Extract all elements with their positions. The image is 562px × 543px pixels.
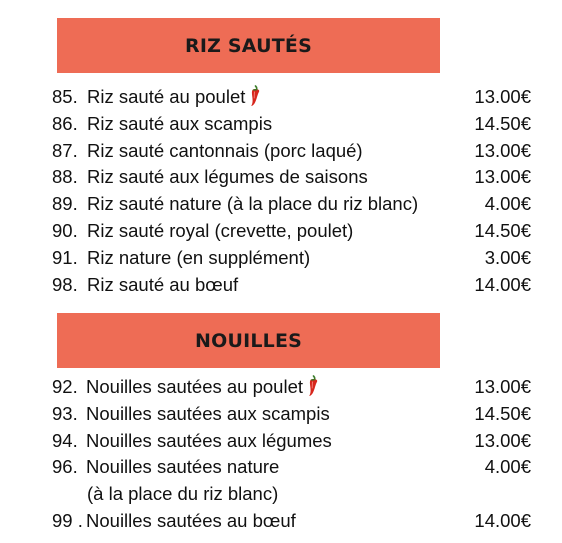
section-banner-nouilles [57,313,440,368]
item-name: (à la place du riz blanc) [87,483,279,505]
item-number: 89. [52,193,78,215]
item-price: 4.00€ [484,456,531,478]
item-number: 85. [52,86,78,107]
item-name: Nouilles sautées au bœuf [86,509,296,531]
menu-item [0,84,562,111]
item-number: 99 . [52,509,83,531]
item-price: 13.00€ [474,376,531,397]
menu-item [0,374,562,401]
menu-list-nouilles [0,374,562,535]
item-number: 93. [52,402,78,424]
item-number: 91. [52,246,78,268]
item-price: 3.00€ [484,246,531,268]
item-price: 4.00€ [484,193,531,215]
item-price: 14.50€ [474,402,531,424]
item-price: 14.50€ [474,219,531,241]
item-number: 88. [52,166,78,188]
item-name: Nouilles sautées au poulet [86,376,304,397]
item-price: 13.00€ [474,429,531,451]
menu-item [0,164,562,191]
chili-pepper-icon [306,375,320,397]
menu-item-continuation [0,481,562,508]
item-name: Riz sauté aux scampis [87,112,273,134]
item-name: Riz sauté cantonnais (porc laqué) [87,139,363,161]
item-number: 92. [52,376,78,397]
item-price: 13.00€ [474,139,531,161]
item-number: 98. [52,273,78,295]
item-number: 90. [52,219,78,241]
item-name: Riz sauté royal (crevette, poulet) [87,219,354,241]
item-price: 14.00€ [474,509,531,531]
item-number: 94. [52,429,78,451]
menu-item [0,191,562,218]
menu-item [0,401,562,428]
menu-item [0,454,562,481]
menu-item [0,138,562,165]
item-name-wrap [87,84,262,111]
item-name: Riz sauté au bœuf [87,273,239,295]
section-banner-riz [57,18,440,73]
item-name-wrap [86,374,320,401]
item-name: Nouilles sautées aux scampis [86,402,330,424]
item-name: Riz nature (en supplément) [87,246,311,268]
menu-item [0,218,562,245]
item-price: 13.00€ [474,166,531,188]
item-name: Riz sauté nature (à la place du riz blanc) [87,193,419,215]
item-price: 14.50€ [474,112,531,134]
item-price: 13.00€ [474,86,531,107]
menu-item [0,245,562,272]
menu-item [0,428,562,455]
item-number: 86. [52,112,78,134]
menu-list-riz [0,84,562,298]
item-name: Riz sauté aux légumes de saisons [87,166,368,188]
section-title: NOUILLES [194,329,303,352]
item-name: Nouilles sautées nature [86,456,280,478]
item-name: Riz sauté au poulet [87,86,246,107]
item-name: Nouilles sautées aux légumes [86,429,332,451]
item-price: 14.00€ [474,273,531,295]
menu-item [0,272,562,299]
menu-item [0,111,562,138]
section-title: RIZ SAUTÉS [185,34,312,57]
chili-pepper-icon [248,85,262,107]
item-number: 96. [52,456,78,478]
item-number: 87. [52,139,78,161]
menu-item [0,508,562,535]
